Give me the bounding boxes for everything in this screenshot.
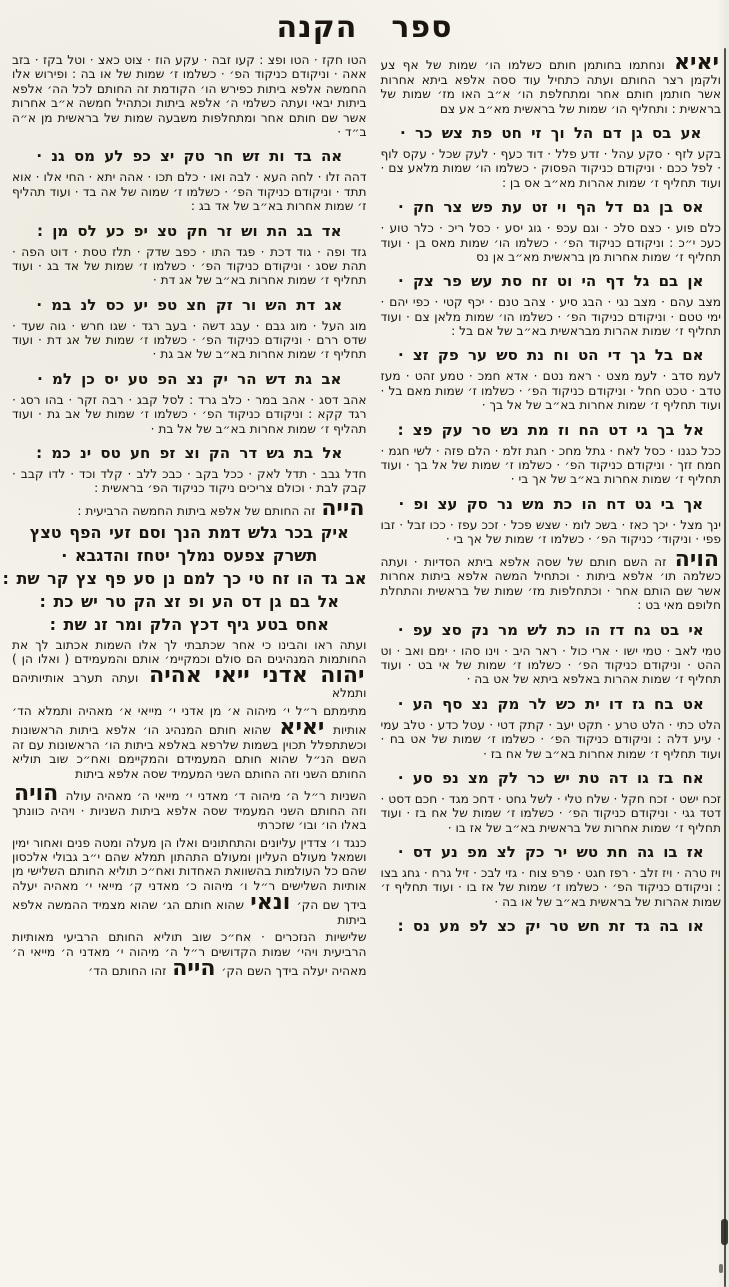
paragraph-text: ויז טרה · ויז זלב · רפז חגט · פרפ צוח · גזי לבכ · זיל גרח · גחג בצו : וניקודם כניקוד הפ׳ · כשלמו ז׳ שמות של אז בו · ועוד תחליף ז׳ שמות אהרות של בראשית בא״ב של או בה · <box>380 866 721 909</box>
permutation-heading: אל בת גש דר הק וצ זפ חע טס ינ כמ : <box>36 444 343 463</box>
text-paragraph <box>380 50 722 116</box>
paragraph-text: חדל גבב · תדל לאק · ככל בקב · כבכ ללב · קלד וכד · לדו קבב · קבק לבת · וכולם צריכים ניקוד כניקוד הפ׳ בראשית : <box>12 467 367 496</box>
paragraph-text: וזה החותם השני המעמיד שסה אלפא ביתות השניות · ויהיה כוונתך באלו הו׳ ובו׳ שזכרתי <box>12 803 367 833</box>
divine-name-seal: ונאי <box>250 890 291 916</box>
text-columns <box>0 50 729 982</box>
text-paragraph <box>12 638 367 701</box>
text-paragraph <box>12 319 367 362</box>
paragraph-text: ככל כגנו · כסל לאח · גתל מחכ · חגת זלמ · הלם פזה · לשי חגמ · חמח זזך · וניקודם כניקוד הפ׳ · כשלמו ז׳ שמות של אל בך · ועוד תחליף ז׳ שמות אחרות בא״ב של אך בי · <box>380 443 721 487</box>
text-paragraph <box>381 444 722 487</box>
book-title-word-hakanah: הקנה <box>276 10 358 45</box>
permutation-heading: אג דת הש ור זק חצ טפ יע כס לנ במ · <box>36 295 343 314</box>
permutation-heading: אל בך גי דט הח וז מת נש סר עק פצ : <box>397 420 704 439</box>
text-paragraph <box>381 792 722 835</box>
paragraph-text: מצב עהם · מצב נגי · הבג סיע · צהב טנם · יכף קטי · כפי יהם · ימי טטם · וניקודם כניקוד הפ׳ · כשלמו הו׳ שמות מלאן צם · ועוד תחליף ז׳ שמות אהרות מבראשית בא״ב של אם בל : <box>380 295 721 339</box>
text-paragraph <box>12 170 367 213</box>
permutation-heading: אז בו גה חת טש יר כק לצ מפ נע דס · <box>397 843 704 862</box>
paragraph-text: זכח ישט · זכח חקל · שלח טלי · לשל גחט · דחכ מגד · חכם דסט · דטד גגי · וניקודם כניקוד הפ׳ · כשלמו ז׳ שמות של אח בז · ועוד תחליף ז׳ שמות אחרות של בראשית בא״ב של אז בו · <box>380 791 721 835</box>
paragraph-text: ונחתמו בחותמן חותם כשלמו הו׳ שמות של אף צע ולקמן רצר החותם ועתה כתחיל עוד ססה אלפא ביתא אחרות אשר חותמן חותם אחר ומתחלפת הו׳ א״ב האו מז׳ שמות של בראשית : ותחליף הו׳ שמות של בראשית מא״ב אע צם <box>380 58 721 116</box>
paragraph-text: זה החותם של אלפא ביתות החמשה הרביעית : <box>77 503 316 518</box>
text-paragraph <box>381 221 722 264</box>
permutation-heading: אם בל גך די הט וח נת סש ער פק זצ · <box>397 346 704 365</box>
text-paragraph <box>12 704 367 781</box>
text-paragraph <box>381 644 722 687</box>
permutation-heading: אה בד ות זש חר טק יצ כפ לע מס גנ · <box>36 147 343 166</box>
permutation-heading: אי בט גח דז הו כת לש מר נק סצ עפ · <box>397 620 704 639</box>
alphabet-table-line: תשרק צפעס נמלך יטחז והדגבא · <box>61 545 318 565</box>
paragraph-text: כנגד ו׳ צדדין עליונים והתחתונים ואלו הן מעלה ומטה פנים ואחור ימין ושמאל מעולם העליון ומעולם התהתון תמלא שהם י״ב גבולי אלכסון שהם כל העולמות בהשוואת האחדות ואח״כ תוליא החותם השלישי מן אותיות השלישים ר״ל ו׳ מיהוה כ׳ מאדני ק׳ מייאי י׳ מאהיה יעלה בידך שם הק׳ <box>12 835 367 913</box>
paragraph-text: הטו חקז · הטו ופצ : קעו זבה · עקע הוז · צוט כאצ · וטל בקז · בזב אאה · וניקודם כניקוד הפ׳ · כשלמו ז׳ שמות של או בה : ופירוש אלו החמשה אלפא ביתות כפירש הו׳ הקודמת זה החותם לכל הה׳ אלפא ביתות יבאי ועתה כשלמי ה׳ אלפא ביתות וכתהיל חמשה א״ב אחרות אשר שם חותם אחר ומתחלפות משבעה שמות של בראשית מן א״ה ב״ד · <box>12 53 367 139</box>
text-paragraph <box>12 245 367 288</box>
paragraph-text: בקע לזף · סקע עהל · זדע פלל · דוד כעף · לעק שכל · עקס לוף · לפל ככם · וניקודם כניקוד הפסוק · כשלמו הו׳ שמות מלאע צם · ועוד תחליף ז׳ שמות אהרות מא״ב אס בן : <box>380 146 721 190</box>
text-paragraph <box>381 369 722 412</box>
alphabet-table-line: איק בכר גלש דמת הנך וסם זעי הפף טצץ <box>29 522 349 542</box>
paragraph-text: טמי לאב · טמי ישו · ארי כול · ראר היב · וינו סהו · ימם ואב · וט ההט · וניקודם כניקוד הפ׳ · כשלמו ז׳ שמות של אי בט · ועוד תחליף ז׳ שמות אהרות באלפא ביתא של אט בה · <box>380 643 721 687</box>
permutation-heading: או בה גד זת חש טר יק כצ לפ מע נס : <box>397 917 704 936</box>
paragraph-text: שהוא חותם הג׳ שהוא מצמיד ההמשה אלפא ביתות <box>12 898 367 927</box>
text-paragraph <box>381 866 722 909</box>
text-paragraph <box>12 53 367 139</box>
text-paragraph <box>381 518 722 547</box>
book-title-word-sefer: ספר <box>391 10 453 45</box>
text-paragraph <box>380 546 722 613</box>
permutation-heading: אן בם גל דף הי וט זח סת עש פר צק · <box>398 272 704 291</box>
paragraph-text: זה השם חותם של שסה אלפא ביתא הסדיות · ועתה כשלמה תו׳ אלפא ביתות · וכתחיל המשה אלפא ביתות אחרות אשר שם הותם אחר · וכתחלפות מז׳ שמות של בראשית והתחלת חלופם מאי בט : <box>380 554 721 613</box>
paragraph-text: גזד ופה · גוד דכת · פגד התו · כפב שדק · תלז טסת · דוט הפה · תהת שסג · וניקודם כניקוד הפ׳ · כשלמו ז׳ שמות של אד בג · ועוד תחליף ז׳ שמות אחרות בא״ב של אג דת · <box>12 244 367 288</box>
permutation-heading: אע בס גן דם הל וך זי חט פת צש כר · <box>400 123 702 142</box>
paragraph-text: לעמ סדב · לעמ מצט · ראמ נטם · אדא חמכ · טמע זהט · מעז טדב · טכט חחל · וניקודם כניקוד הפ׳ · כשלמו ז׳ שמות מאם בל · ועוד תחליף ז׳ שמות אחרות בא״ב של אל בך · <box>380 369 721 413</box>
paragraph-text: ועתה ראו והבינו כי אחר שכתבתי לך אלו השמות אכתוב לך את החותמות המנהיגים הם סולם וכמקיימ׳ אותם והמעמידם ( ואלו הן ) <box>12 637 367 666</box>
alphabet-table-line: אל בם גן דס הע ופ זצ הק טר יש כת : <box>39 591 339 611</box>
paragraph-text: ועתה תערב אותיותיהם ותמלא <box>12 671 367 701</box>
text-paragraph <box>12 467 367 496</box>
paragraph-text: ינך מצל · יכך כאז · בשכ לומ · שצש פכל · זככ עפז · ככו זבל · זבו פפי · וניקוד׳ כניקוד הפ׳ · כשלמו ז׳ שמות של אך בי · <box>380 517 721 547</box>
left-column <box>2 53 367 982</box>
right-column <box>380 50 722 982</box>
alphabet-table-line: אב גד הו זח טי כך למם נן סע פף צץ קר שת : <box>2 568 367 588</box>
paragraph-text: שהוא חותם המנהיג הו׳ אלפא ביתות הראשונות וכשתתפלל תכוין בשמות שלרפא באלפא ביתות הו׳ הראשונות עם זה השם הנ״ל שהוא חותם המעמידם והמקיימם ואח״כ שוב תוליא החותם השני וזה החותם השני המעמיד שסה אלפא ביתות <box>12 722 367 781</box>
text-paragraph <box>12 930 367 982</box>
divine-name-seal: הויה <box>674 546 720 572</box>
divine-name-seal: יאיא <box>674 50 720 75</box>
ink-smudge <box>721 1219 728 1245</box>
permutation-heading: אך בי גט דח הו כת מש נר סק עצ ופ · <box>398 494 704 513</box>
paragraph-text: אהב דסג · אהב במר · כלב גרד : לסל קבג · רבה זקר · בהו רסג · רגד קקא : וניקודם כניקוד הפ׳ · כשלמו ז׳ שמות של אב גת · ועוד תהליף ז׳ שמות אחרות בא״ב של אל בת · <box>12 392 367 436</box>
permutation-heading: אח בז גו דה טת יש כר לק מצ נפ סע · <box>397 768 704 787</box>
paragraph-text: הלט כתי · הלט טרע · תקט יעב · קתק דטי · עטל כדע · טלב עמי · עיע דלה : וניקודם כניקוד הפ׳ · כשלמו ז׳ שמות של אט בח · ועוד תחליף ז׳ שמות אחרות בא״ב של אח בז · <box>380 717 721 761</box>
paragraph-text: כלם פוע · כצם סלכ · וגם עכפ · גוג יסע · כסל ריכ · כלר טוע · כעכ י״כ : וניקודם כניקוד הפ׳ · כשלמו הו׳ שמות מאס בן · ועוד תחליף ז׳ שמות אחרות מן בראשית מא״ב אן נס <box>380 221 721 264</box>
paragraph-text: דהה זלו · לחה העא · לבה ואו · כלם תכו · אהה יתא · החי אלו · אוא תתד · וניקודם כניקוד הפ׳ · כשלמו ז׳ שמוה של אה בד · ועוד תהליף ז׳ שמות אחרות בא״ב של אד בג : <box>12 170 367 214</box>
text-paragraph <box>381 718 722 761</box>
paragraph-text: השניות ר״ל ה׳ מיהוה ד׳ מאדני י׳ מייאי ה׳ מאהיה עולה <box>65 788 367 803</box>
scan-edge-line <box>724 48 726 1287</box>
paragraph-text: זהו החותם הד׳ <box>88 964 167 979</box>
paragraph-text: שלישיות הנזכרים · אח״כ שוב תוליא החותם הרביעי מאותיות הרביעית ויהי׳ שמות הקדושים ר״ל ה׳ מיהוה י׳ מאדני ה׳ מייאי ה׳ מאהיה יעלה בידך השם הק׳ <box>12 930 367 979</box>
text-paragraph <box>12 836 367 928</box>
divine-name-seal: הייה <box>172 956 216 982</box>
divine-names-row: יהוה אדני ייאי אהיה <box>149 663 365 689</box>
text-paragraph <box>381 147 722 190</box>
alphabet-table-line: אחס בטע גיף דכץ הלק ומר זנ שת : <box>49 614 329 634</box>
ink-smudge <box>719 1264 723 1273</box>
permutation-heading: אב גת דש הר יק נצ הפ טע יס כן למ · <box>37 369 342 388</box>
divine-name-seal: הייה <box>321 495 365 521</box>
text-paragraph <box>12 780 367 833</box>
divine-name-seal: הויה <box>14 780 59 806</box>
text-paragraph <box>12 495 367 521</box>
permutation-heading: אט בח גז דו ית כש לר מק נצ סף הע · <box>397 694 704 713</box>
book-title <box>0 0 729 45</box>
text-paragraph <box>12 393 367 436</box>
divine-name-seal: יאיא <box>279 714 325 740</box>
permutation-heading: אס בן גם דל הף וי זט עת פש צר חק · <box>398 198 704 217</box>
text-paragraph <box>381 295 722 338</box>
permutation-heading: אד בג הת וש זר חק טצ יפ כע לס מן : <box>36 221 342 240</box>
paragraph-text: מוג העל · מוג גבם · עבג דשה · בעב רגד · שגו חרש · גוה שעד · שדס ררם · וניקודם כניקוד הפ׳ · כשלמו ז׳ שמות של אג דת · ועוד תחליף ז׳ שמות אחרות בא״ב של אב גת · <box>12 318 367 362</box>
paragraph-text: מתימתם ר״ל י׳ מיהוה א׳ מן אדני י׳ מייאי א׳ מאהיה ותמלא הד׳ אותיות <box>12 703 367 737</box>
